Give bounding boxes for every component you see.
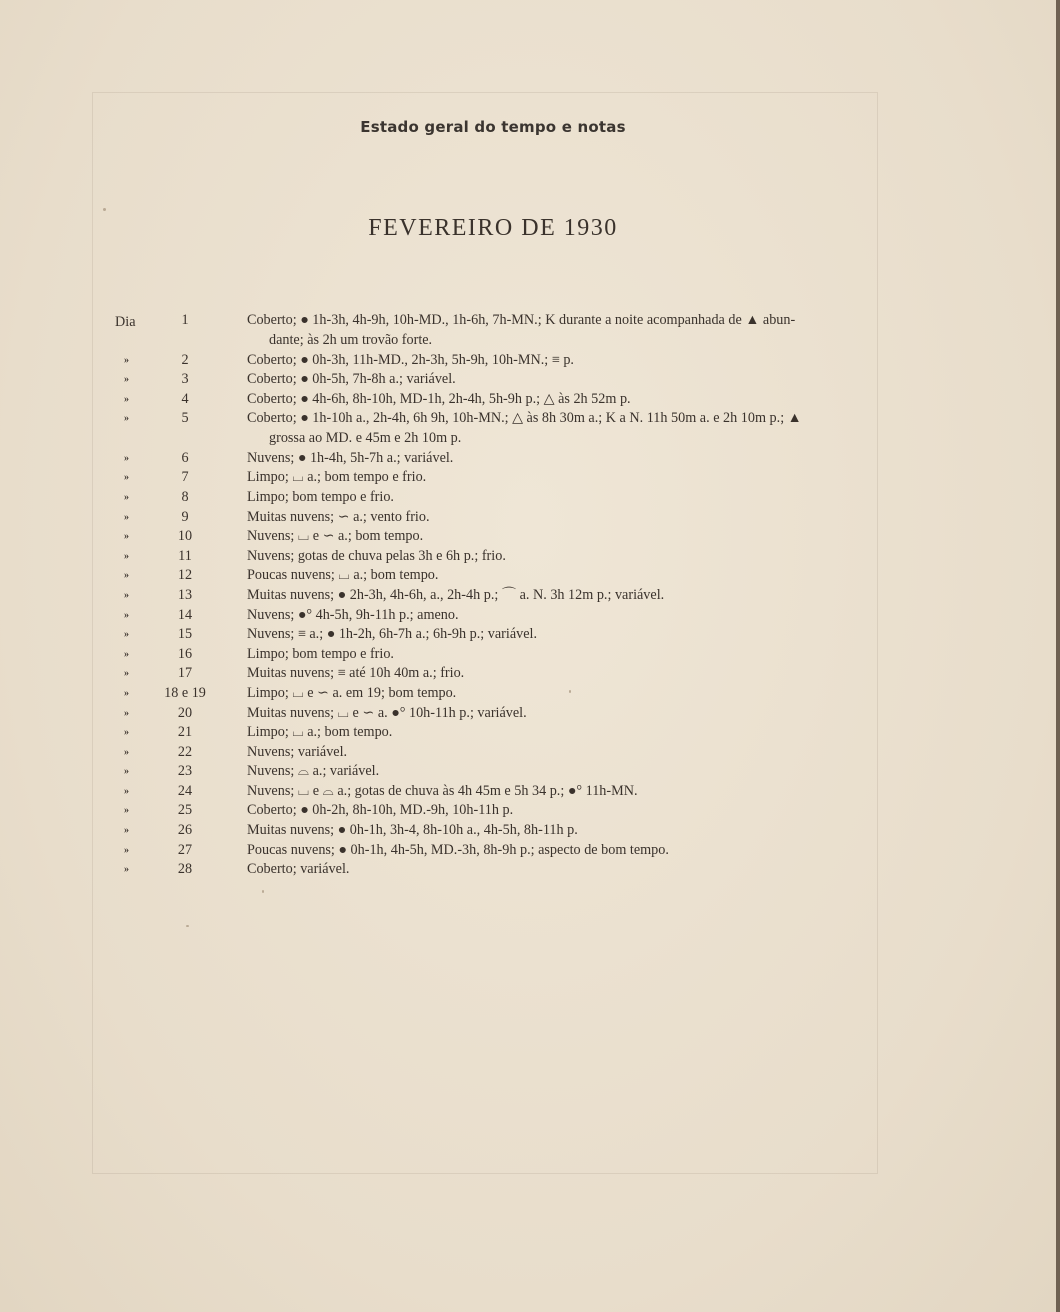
day-number: 25 [177,802,193,819]
weather-description [247,311,879,350]
table-row [0,625,1060,645]
table-row [0,547,1060,567]
table-row [0,762,1060,782]
day-number: 18 e 19 [164,684,206,701]
weather-description [247,782,879,802]
day-number: 9 [181,508,189,525]
day-number: 24 [177,782,193,799]
weather-table [0,311,1060,880]
table-row [0,821,1060,841]
ditto-mark: » [124,511,129,523]
ditto-mark: » [124,589,129,601]
ditto-mark: » [124,707,129,719]
weather-description [247,527,879,547]
table-row [0,488,1060,508]
ditto-mark: » [124,727,129,739]
day-number: 26 [177,822,193,839]
description-line: Muitas nuvens; ● 0h-1h, 3h-4, 8h-10h a., 4h-5h, 8h-11h p. [247,822,578,839]
weather-description [247,664,879,684]
day-number: 4 [181,390,189,407]
description-continuation: dante; às 2h um trovão forte. [269,331,433,348]
ditto-mark: » [124,844,129,856]
weather-description [247,860,879,880]
table-row [0,801,1060,821]
ditto-mark: » [124,805,129,817]
table-row [0,704,1060,724]
day-number: 13 [177,586,193,603]
table-row [0,351,1060,371]
weather-description [247,762,879,782]
weather-description [247,566,879,586]
table-row [0,449,1060,469]
description-line: Coberto; ● 4h-6h, 8h-10h, MD-1h, 2h-4h, 5h-9h p.; △ às 2h 52m p. [247,390,631,407]
day-number: 28 [177,861,193,878]
ditto-mark: » [124,413,129,425]
ditto-mark: » [124,746,129,758]
ditto-mark: » [124,374,129,386]
description-line: Muitas nuvens; ≡ até 10h 40m a.; frio. [247,665,465,682]
description-line: Nuvens; variável. [247,743,348,760]
ditto-mark: » [124,393,129,405]
weather-description [247,821,879,841]
day-number: 27 [177,841,193,858]
description-line: Muitas nuvens; ∽ a.; vento frio. [247,508,430,525]
table-row [0,606,1060,626]
ditto-mark: » [124,609,129,621]
ditto-mark: » [124,472,129,484]
description-line: Limpo; ⌴ a.; bom tempo e frio. [247,469,427,486]
weather-description [247,488,879,508]
day-number: 14 [177,606,193,623]
day-number: 20 [177,704,193,721]
day-number: 8 [181,488,189,505]
description-line: Nuvens; ⌴ e ∽ a.; bom tempo. [247,528,424,545]
table-row [0,409,1060,449]
weather-description [247,390,879,410]
ditto-mark: » [124,648,129,660]
day-number: 6 [181,449,189,466]
ditto-mark: » [124,785,129,797]
weather-description [247,508,879,528]
description-line: Nuvens; ⌓ a.; variável. [247,763,380,780]
table-row [0,723,1060,743]
ditto-mark: » [124,531,129,543]
weather-description [247,547,879,567]
description-continuation: grossa ao MD. e 45m e 2h 10m p. [269,429,462,446]
ditto-mark: » [124,550,129,562]
day-number: 23 [177,763,193,780]
weather-description [247,449,879,469]
description-line: Limpo; bom tempo e frio. [247,645,394,662]
table-row [0,645,1060,665]
day-label: Dia [115,314,136,330]
table-row [0,508,1060,528]
day-number: 7 [181,469,189,486]
description-line: Poucas nuvens; ⌴ a.; bom tempo. [247,567,439,584]
description-line: Coberto; ● 0h-2h, 8h-10h, MD.-9h, 10h-11h p. [247,802,514,819]
table-row [0,743,1060,763]
table-row [0,860,1060,880]
weather-description [247,801,879,821]
day-number: 3 [181,371,189,388]
description-line: Nuvens; ≡ a.; ● 1h-2h, 6h-7h a.; 6h-9h p.; variável. [247,626,538,643]
description-line: Coberto; ● 1h-3h, 4h-9h, 10h-MD., 1h-6h, 7h-MN.; K durante a noite acompanhada de ▲ abun- [247,312,796,328]
description-line: Poucas nuvens; ● 0h-1h, 4h-5h, MD.-3h, 8h-9h p.; aspecto de bom tempo. [247,841,669,858]
ditto-mark: » [124,687,129,699]
weather-description [247,841,879,861]
description-line: Nuvens; ●° 4h-5h, 9h-11h p.; ameno. [247,606,459,623]
table-row [0,664,1060,684]
table-row [0,370,1060,390]
weather-description [247,723,879,743]
table-row [0,782,1060,802]
table-row [0,527,1060,547]
ditto-mark: » [124,825,129,837]
paper-speck [103,208,106,211]
day-number: 17 [177,665,193,682]
weather-description [247,743,879,763]
ditto-mark: » [124,668,129,680]
weather-description [247,409,879,448]
description-line: Coberto; variável. [247,861,350,878]
weather-description [247,370,879,390]
weather-description [247,586,879,606]
ditto-mark: » [124,766,129,778]
description-line: Muitas nuvens; ● 2h-3h, 4h-6h, a., 2h-4h p.; ⌒ a. N. 3h 12m p.; variável. [247,586,665,603]
table-row [0,311,1060,351]
table-row [0,684,1060,704]
description-line: Nuvens; ⌴ e ⌓ a.; gotas de chuva às 4h 45m e 5h 34 p.; ●° 11h-MN. [247,782,638,799]
description-line: Muitas nuvens; ⌴ e ∽ a. ●° 10h-11h p.; variável. [247,704,527,721]
weather-description [247,468,879,488]
weather-description [247,684,879,704]
ditto-mark: » [124,354,129,366]
description-line: Nuvens; gotas de chuva pelas 3h e 6h p.; frio. [247,547,506,564]
weather-description [247,351,879,371]
ditto-mark: » [124,452,129,464]
day-number: 1 [181,312,189,328]
table-row [0,566,1060,586]
description-line: Limpo; ⌴ a.; bom tempo. [247,724,393,741]
table-row [0,390,1060,410]
table-row [0,841,1060,861]
weather-description [247,645,879,665]
description-line: Limpo; ⌴ e ∽ a. em 19; bom tempo. [247,684,457,701]
description-line: Limpo; bom tempo e frio. [247,488,394,505]
day-number: 10 [177,528,193,545]
ditto-mark: » [124,570,129,582]
table-row [0,586,1060,606]
day-number: 21 [177,724,193,741]
weather-description [247,704,879,724]
description-line: Coberto; ● 0h-5h, 7h-8h a.; variável. [247,371,456,388]
paper-speck [262,890,264,893]
description-line: Nuvens; ● 1h-4h, 5h-7h a.; variável. [247,449,454,466]
weather-description [247,606,879,626]
table-row [0,468,1060,488]
day-number: 2 [181,351,189,368]
ditto-mark: » [124,864,129,876]
ditto-mark: » [124,491,129,503]
ditto-mark: » [124,629,129,641]
day-number: 5 [181,410,189,427]
page-title: FEVEREIRO DE 1930 [368,215,618,241]
weather-description [247,625,879,645]
day-number: 11 [178,547,192,564]
day-number: 15 [177,626,193,643]
description-line: Coberto; ● 0h-3h, 11h-MD., 2h-3h, 5h-9h, 10h-MN.; ≡ p. [247,351,574,368]
description-line: Coberto; ● 1h-10h a., 2h-4h, 6h 9h, 10h-MN.; △ às 8h 30m a.; K a N. 11h 50m a. e 2h 10m p.; ▲ [247,410,802,427]
day-number: 12 [177,567,193,584]
day-number: 16 [177,645,193,662]
day-number: 22 [177,743,193,760]
page-header: Estado geral do tempo e notas [360,118,626,136]
paper-speck [186,925,189,927]
